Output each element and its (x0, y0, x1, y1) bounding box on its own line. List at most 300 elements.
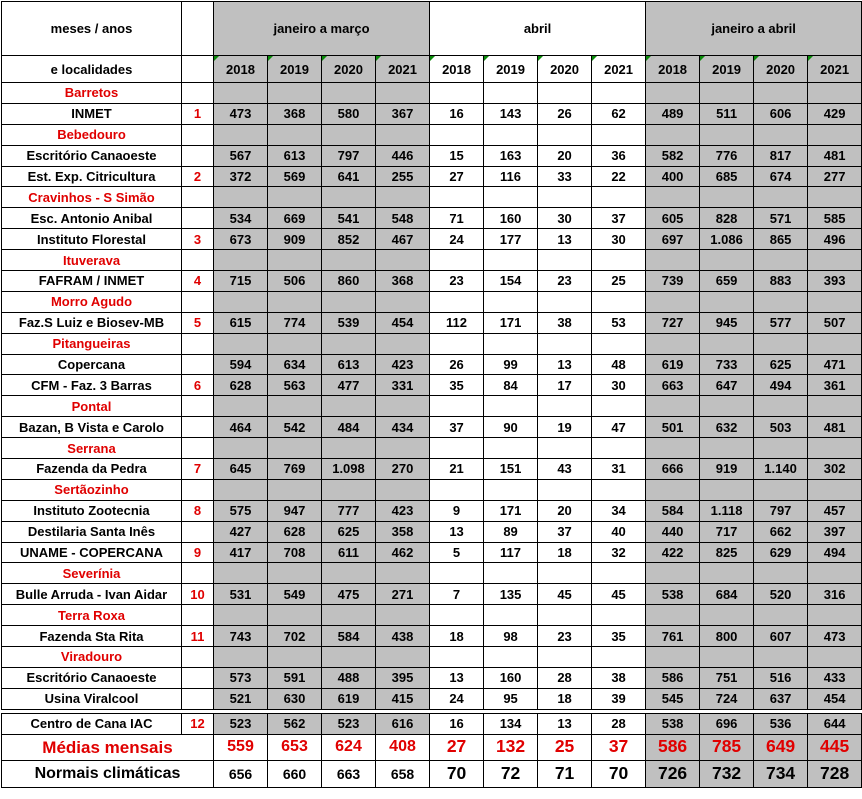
index-cell (182, 187, 214, 208)
station-row (2, 375, 862, 396)
value-cell: 739 (646, 271, 700, 292)
city-row (2, 647, 862, 668)
value-cell: 663 (322, 760, 376, 787)
empty-cell (754, 605, 808, 626)
value-cell: 24 (430, 229, 484, 250)
value-cell: 539 (322, 312, 376, 333)
empty-cell (430, 479, 484, 500)
station-row (2, 667, 862, 688)
city-row (2, 333, 862, 354)
value-cell: 433 (808, 667, 862, 688)
empty-cell (754, 438, 808, 459)
station-row (2, 584, 862, 605)
value-cell: 607 (754, 626, 808, 647)
empty-cell (700, 124, 754, 145)
empty-cell (646, 605, 700, 626)
value-cell: 427 (214, 521, 268, 542)
value-cell: 89 (484, 521, 538, 542)
value-cell: 619 (322, 688, 376, 709)
value-cell: 645 (214, 459, 268, 480)
value-cell: 62 (592, 103, 646, 124)
value-cell: 48 (592, 354, 646, 375)
empty-cell (700, 333, 754, 354)
city-name: Sertãozinho (2, 479, 182, 500)
value-cell: 15 (430, 145, 484, 166)
value-cell: 702 (268, 626, 322, 647)
value-cell: 23 (538, 271, 592, 292)
empty-cell (592, 647, 646, 668)
value-cell: 134 (484, 713, 538, 734)
empty-cell (430, 396, 484, 417)
value-cell: 395 (376, 667, 430, 688)
empty-cell (700, 187, 754, 208)
empty-cell (592, 291, 646, 312)
value-cell: 367 (376, 103, 430, 124)
value-cell: 18 (430, 626, 484, 647)
empty-cell (646, 124, 700, 145)
value-cell: 135 (484, 584, 538, 605)
empty-cell (754, 479, 808, 500)
value-cell: 619 (646, 354, 700, 375)
value-cell: 38 (592, 667, 646, 688)
empty-cell (376, 333, 430, 354)
empty-cell (538, 605, 592, 626)
value-cell: 26 (430, 354, 484, 375)
header-blank (182, 56, 214, 83)
value-cell: 909 (268, 229, 322, 250)
value-cell: 18 (538, 542, 592, 563)
value-cell: 22 (592, 166, 646, 187)
empty-cell (808, 250, 862, 271)
value-cell: 24 (430, 688, 484, 709)
value-cell: 615 (214, 312, 268, 333)
station-index: 4 (182, 271, 214, 292)
empty-cell (376, 563, 430, 584)
value-cell: 28 (538, 667, 592, 688)
value-cell: 481 (808, 417, 862, 438)
empty-cell (808, 187, 862, 208)
value-cell: 95 (484, 688, 538, 709)
value-cell: 454 (376, 312, 430, 333)
empty-cell (754, 291, 808, 312)
year-header: 2021 (808, 56, 862, 83)
empty-cell (268, 250, 322, 271)
value-cell: 511 (700, 103, 754, 124)
station-row (2, 500, 862, 521)
station-name: Escritório Canaoeste (2, 667, 182, 688)
value-cell: 393 (808, 271, 862, 292)
empty-cell (808, 396, 862, 417)
value-cell: 658 (376, 760, 430, 787)
empty-cell (592, 438, 646, 459)
value-cell: 697 (646, 229, 700, 250)
empty-cell (268, 563, 322, 584)
value-cell: 769 (268, 459, 322, 480)
value-cell: 53 (592, 312, 646, 333)
value-cell: 1.086 (700, 229, 754, 250)
value-cell: 860 (322, 271, 376, 292)
station-index: 1 (182, 103, 214, 124)
value-cell: 13 (430, 521, 484, 542)
station-name: Fazenda Sta Rita (2, 626, 182, 647)
value-cell: 316 (808, 584, 862, 605)
station-index: 3 (182, 229, 214, 250)
empty-cell (484, 291, 538, 312)
value-cell: 84 (484, 375, 538, 396)
empty-cell (430, 438, 484, 459)
value-cell: 800 (700, 626, 754, 647)
value-cell: 641 (322, 166, 376, 187)
empty-cell (376, 124, 430, 145)
value-cell: 734 (754, 760, 808, 787)
index-cell (182, 291, 214, 312)
value-cell: 659 (700, 271, 754, 292)
value-cell: 538 (646, 584, 700, 605)
empty-cell (322, 124, 376, 145)
value-cell: 17 (538, 375, 592, 396)
value-cell: 13 (538, 229, 592, 250)
station-row (2, 542, 862, 563)
value-cell: 649 (754, 734, 808, 760)
value-cell: 35 (430, 375, 484, 396)
empty-cell (808, 647, 862, 668)
value-cell: 797 (754, 500, 808, 521)
value-cell: 828 (700, 208, 754, 229)
empty-cell (322, 333, 376, 354)
value-cell: 663 (646, 375, 700, 396)
value-cell: 674 (754, 166, 808, 187)
value-cell: 520 (754, 584, 808, 605)
group-april: abril (430, 2, 646, 56)
city-name: Terra Roxa (2, 605, 182, 626)
empty-cell (538, 291, 592, 312)
value-cell: 586 (646, 734, 700, 760)
station-name: Instituto Florestal (2, 229, 182, 250)
index-cell (182, 647, 214, 668)
empty-cell (754, 396, 808, 417)
empty-cell (700, 438, 754, 459)
empty-cell (538, 83, 592, 104)
station-name: Bulle Arruda - Ivan Aidar (2, 584, 182, 605)
value-cell: 647 (700, 375, 754, 396)
value-cell: 494 (754, 375, 808, 396)
value-cell: 445 (808, 734, 862, 760)
city-row (2, 187, 862, 208)
station-index (182, 145, 214, 166)
value-cell: 36 (592, 145, 646, 166)
value-cell: 20 (538, 145, 592, 166)
empty-cell (592, 187, 646, 208)
empty-cell (484, 250, 538, 271)
value-cell: 785 (700, 734, 754, 760)
value-cell: 37 (592, 734, 646, 760)
value-cell: 70 (430, 760, 484, 787)
normals-row (2, 760, 862, 787)
empty-cell (700, 396, 754, 417)
value-cell: 696 (700, 713, 754, 734)
value-cell: 947 (268, 500, 322, 521)
value-cell: 368 (268, 103, 322, 124)
city-row (2, 605, 862, 626)
value-cell: 71 (538, 760, 592, 787)
empty-cell (214, 605, 268, 626)
value-cell: 1.098 (322, 459, 376, 480)
city-name: Severínia (2, 563, 182, 584)
empty-cell (646, 563, 700, 584)
value-cell: 19 (538, 417, 592, 438)
station-row (2, 208, 862, 229)
value-cell: 1.140 (754, 459, 808, 480)
empty-cell (538, 187, 592, 208)
empty-cell (214, 124, 268, 145)
value-cell: 16 (430, 103, 484, 124)
value-cell: 507 (808, 312, 862, 333)
city-name: Pontal (2, 396, 182, 417)
value-cell: 628 (268, 521, 322, 542)
station-row (2, 688, 862, 709)
value-cell: 571 (754, 208, 808, 229)
empty-cell (322, 291, 376, 312)
value-cell: 358 (376, 521, 430, 542)
value-cell: 132 (484, 734, 538, 760)
station-name: Destilaria Santa Inês (2, 521, 182, 542)
city-name: Ituverava (2, 250, 182, 271)
value-cell: 408 (376, 734, 430, 760)
value-cell: 481 (808, 145, 862, 166)
empty-cell (646, 250, 700, 271)
value-cell: 521 (214, 688, 268, 709)
station-row (2, 312, 862, 333)
empty-cell (700, 563, 754, 584)
station-name: UNAME - COPERCANA (2, 542, 182, 563)
value-cell: 37 (538, 521, 592, 542)
empty-cell (646, 291, 700, 312)
value-cell: 25 (538, 734, 592, 760)
value-cell: 32 (592, 542, 646, 563)
value-cell: 372 (214, 166, 268, 187)
empty-cell (538, 563, 592, 584)
value-cell: 99 (484, 354, 538, 375)
value-cell: 1.118 (700, 500, 754, 521)
city-name: Cravinhos - S Simão (2, 187, 182, 208)
value-cell: 594 (214, 354, 268, 375)
value-cell: 630 (268, 688, 322, 709)
station-row (2, 459, 862, 480)
empty-cell (646, 647, 700, 668)
station-index: 11 (182, 626, 214, 647)
value-cell: 506 (268, 271, 322, 292)
empty-cell (322, 438, 376, 459)
station-row (2, 103, 862, 124)
empty-cell (430, 124, 484, 145)
empty-cell (430, 187, 484, 208)
empty-cell (322, 479, 376, 500)
empty-cell (808, 438, 862, 459)
empty-cell (592, 124, 646, 145)
value-cell: 575 (214, 500, 268, 521)
value-cell: 43 (538, 459, 592, 480)
value-cell: 503 (754, 417, 808, 438)
value-cell: 644 (808, 713, 862, 734)
value-cell: 662 (754, 521, 808, 542)
value-cell: 7 (430, 584, 484, 605)
value-cell: 605 (646, 208, 700, 229)
value-cell: 484 (322, 417, 376, 438)
value-cell: 585 (808, 208, 862, 229)
empty-cell (538, 250, 592, 271)
value-cell: 489 (646, 103, 700, 124)
value-cell: 151 (484, 459, 538, 480)
year-header: 2020 (538, 56, 592, 83)
station-index (182, 354, 214, 375)
value-cell: 160 (484, 208, 538, 229)
value-cell: 177 (484, 229, 538, 250)
value-cell: 30 (592, 375, 646, 396)
empty-cell (214, 187, 268, 208)
value-cell: 629 (754, 542, 808, 563)
value-cell: 538 (646, 713, 700, 734)
value-cell: 494 (808, 542, 862, 563)
value-cell: 616 (376, 713, 430, 734)
value-cell: 563 (268, 375, 322, 396)
year-header: 2020 (754, 56, 808, 83)
value-cell: 23 (430, 271, 484, 292)
value-cell: 116 (484, 166, 538, 187)
empty-cell (268, 291, 322, 312)
value-cell: 31 (592, 459, 646, 480)
value-cell: 751 (700, 667, 754, 688)
value-cell: 45 (538, 584, 592, 605)
value-cell: 71 (430, 208, 484, 229)
value-cell: 777 (322, 500, 376, 521)
station-name: Esc. Antonio Anibal (2, 208, 182, 229)
value-cell: 613 (322, 354, 376, 375)
empty-cell (376, 83, 430, 104)
value-cell: 143 (484, 103, 538, 124)
empty-cell (808, 479, 862, 500)
value-cell: 471 (808, 354, 862, 375)
value-cell: 545 (646, 688, 700, 709)
empty-cell (268, 479, 322, 500)
value-cell: 417 (214, 542, 268, 563)
empty-cell (700, 291, 754, 312)
empty-cell (538, 124, 592, 145)
value-cell: 467 (376, 229, 430, 250)
empty-cell (754, 124, 808, 145)
value-cell: 20 (538, 500, 592, 521)
station-index (182, 688, 214, 709)
empty-cell (268, 333, 322, 354)
empty-cell (430, 83, 484, 104)
value-cell: 422 (646, 542, 700, 563)
city-name: Morro Agudo (2, 291, 182, 312)
iac-row (2, 713, 862, 734)
value-cell: 462 (376, 542, 430, 563)
station-name: Centro de Cana IAC (2, 713, 182, 734)
city-name: Bebedouro (2, 124, 182, 145)
empty-cell (268, 83, 322, 104)
station-name: Fazenda da Pedra (2, 459, 182, 480)
empty-cell (592, 396, 646, 417)
value-cell: 684 (700, 584, 754, 605)
value-cell: 584 (322, 626, 376, 647)
value-cell: 717 (700, 521, 754, 542)
city-row (2, 396, 862, 417)
empty-cell (430, 605, 484, 626)
station-name: CFM - Faz. 3 Barras (2, 375, 182, 396)
empty-cell (808, 291, 862, 312)
station-index: 8 (182, 500, 214, 521)
value-cell: 34 (592, 500, 646, 521)
city-row (2, 438, 862, 459)
station-row (2, 417, 862, 438)
empty-cell (268, 647, 322, 668)
empty-cell (376, 438, 430, 459)
value-cell: 171 (484, 312, 538, 333)
value-cell: 541 (322, 208, 376, 229)
empty-cell (322, 605, 376, 626)
value-cell: 673 (214, 229, 268, 250)
value-cell: 611 (322, 542, 376, 563)
empty-cell (268, 124, 322, 145)
station-name: Copercana (2, 354, 182, 375)
empty-cell (754, 333, 808, 354)
value-cell: 523 (322, 713, 376, 734)
value-cell: 37 (430, 417, 484, 438)
station-index: 6 (182, 375, 214, 396)
empty-cell (484, 124, 538, 145)
empty-cell (214, 250, 268, 271)
city-row (2, 479, 862, 500)
empty-cell (268, 187, 322, 208)
value-cell: 13 (538, 354, 592, 375)
empty-cell (214, 291, 268, 312)
value-cell: 438 (376, 626, 430, 647)
value-cell: 666 (646, 459, 700, 480)
value-cell: 117 (484, 542, 538, 563)
value-cell: 361 (808, 375, 862, 396)
year-header: 2019 (484, 56, 538, 83)
empty-cell (646, 83, 700, 104)
value-cell: 35 (592, 626, 646, 647)
station-index (182, 521, 214, 542)
empty-cell (376, 605, 430, 626)
station-index: 7 (182, 459, 214, 480)
value-cell: 434 (376, 417, 430, 438)
value-cell: 171 (484, 500, 538, 521)
normals-label: Normais climáticas (2, 760, 214, 787)
station-row (2, 521, 862, 542)
value-cell: 70 (592, 760, 646, 787)
value-cell: 464 (214, 417, 268, 438)
value-cell: 21 (430, 459, 484, 480)
empty-cell (484, 438, 538, 459)
value-cell: 660 (268, 760, 322, 787)
empty-cell (214, 479, 268, 500)
empty-cell (754, 83, 808, 104)
value-cell: 47 (592, 417, 646, 438)
value-cell: 945 (700, 312, 754, 333)
rainfall-table (1, 1, 862, 788)
index-cell (182, 438, 214, 459)
value-cell: 531 (214, 584, 268, 605)
value-cell: 606 (754, 103, 808, 124)
value-cell: 584 (646, 500, 700, 521)
value-cell: 37 (592, 208, 646, 229)
value-cell: 761 (646, 626, 700, 647)
value-cell: 685 (700, 166, 754, 187)
value-cell: 473 (214, 103, 268, 124)
